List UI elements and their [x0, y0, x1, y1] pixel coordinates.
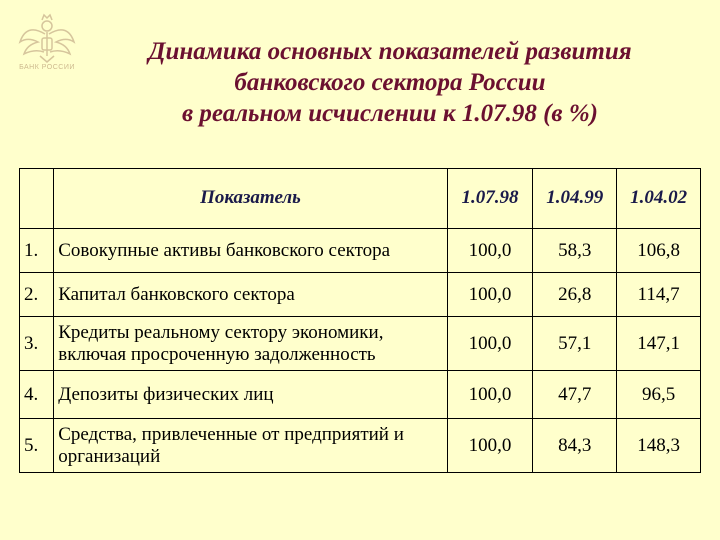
table-row: [20, 317, 701, 371]
header-indicator: Показатель: [54, 169, 447, 229]
header-num: [20, 169, 54, 229]
table-row: [20, 229, 701, 273]
header-date-1: 1.07.98: [447, 169, 533, 229]
page-title: [100, 36, 680, 129]
row-value: 100,0: [447, 419, 533, 473]
row-value: 100,0: [447, 273, 533, 317]
title-line-3: в реальном исчислении к 1.07.98 (в %): [182, 100, 598, 127]
row-value: 114,7: [617, 273, 701, 317]
row-value: 57,1: [533, 317, 617, 371]
row-value: 96,5: [617, 371, 701, 419]
bank-of-russia-emblem-icon: [12, 12, 82, 78]
row-indicator: Депозиты физических лиц: [54, 371, 447, 419]
indicators-table: [19, 168, 701, 473]
header-date-3: 1.04.02: [617, 169, 701, 229]
row-indicator: Капитал банковского сектора: [54, 273, 447, 317]
table-header-row: [20, 169, 701, 229]
logo-caption: БАНК РОССИИ: [19, 64, 75, 71]
row-value: 26,8: [533, 273, 617, 317]
row-number: 1.: [20, 229, 54, 273]
row-number: 2.: [20, 273, 54, 317]
row-value: 84,3: [533, 419, 617, 473]
row-indicator: Совокупные активы банковского сектора: [54, 229, 447, 273]
row-value: 100,0: [447, 317, 533, 371]
row-value: 47,7: [533, 371, 617, 419]
row-indicator: Кредиты реальному сектору экономики, включая просроченную задолженность: [54, 317, 447, 371]
row-number: 4.: [20, 371, 54, 419]
title-line-2: банковского сектора России: [234, 69, 546, 96]
row-value: 106,8: [617, 229, 701, 273]
row-indicator: Средства, привлеченные от предприятий и организаций: [54, 419, 447, 473]
row-value: 100,0: [447, 371, 533, 419]
table-row: [20, 419, 701, 473]
row-value: 58,3: [533, 229, 617, 273]
row-number: 3.: [20, 317, 54, 371]
row-number: 5.: [20, 419, 54, 473]
table-row: [20, 273, 701, 317]
row-value: 147,1: [617, 317, 701, 371]
table-row: [20, 371, 701, 419]
title-line-1: Динамика основных показателей развития: [148, 38, 632, 65]
header-date-2: 1.04.99: [533, 169, 617, 229]
row-value: 100,0: [447, 229, 533, 273]
row-value: 148,3: [617, 419, 701, 473]
